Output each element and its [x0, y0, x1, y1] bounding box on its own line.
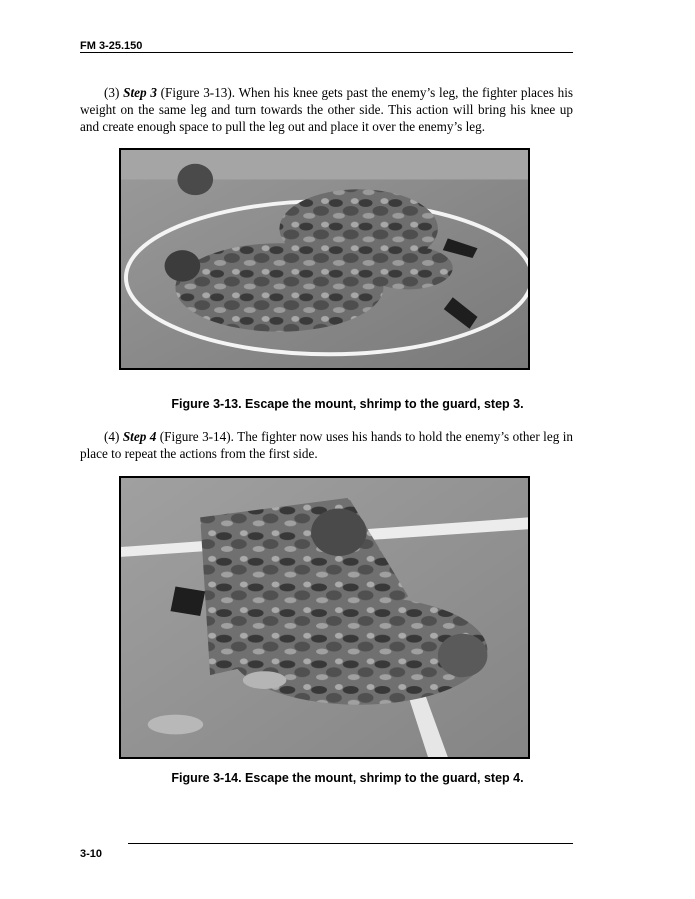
page-number: 3-10: [80, 848, 103, 860]
running-head: FM 3-25.150: [80, 40, 143, 52]
paragraph-text: (Figure 3-14). The fighter now uses his hands to hold the enemy’s other leg in place to repeat the actions from the first side.: [80, 429, 574, 461]
figure-3-13-caption: Figure 3-13. Escape the mount, shrimp to the guard, step 3.: [171, 397, 524, 411]
photo-mat-grapple-step-4: [121, 478, 528, 757]
photo-mat-grapple-step-3: [121, 150, 528, 368]
figure-3-13-photo: [119, 148, 530, 370]
paragraph-text: (Figure 3-13). When his knee gets past the enemy’s leg, the fighter places his weight on the same leg and turn towards the other side. This action will bring his knee up and create enough space to pull the leg out and place it over the enemy’s leg.: [80, 85, 573, 134]
step-label: Step 4: [122, 429, 157, 444]
paragraph-number: (4): [104, 429, 120, 444]
step-label: Step 3: [123, 85, 157, 100]
paragraph-step-4: [80, 428, 573, 462]
paragraph-number: (3): [104, 85, 120, 100]
header-rule: [80, 52, 573, 53]
footer-rule: [128, 843, 573, 844]
figure-3-14-caption: Figure 3-14. Escape the mount, shrimp to the guard, step 4.: [171, 771, 524, 785]
figure-3-14-photo: [119, 476, 530, 759]
paragraph-step-3: [80, 84, 573, 135]
